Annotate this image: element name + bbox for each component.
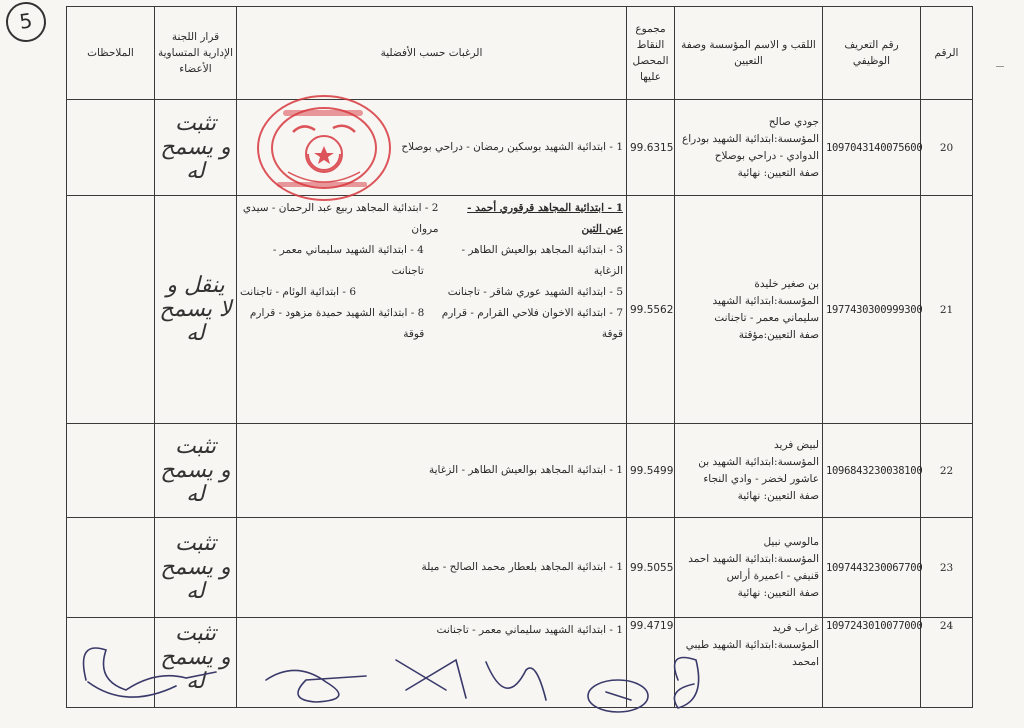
decision-cell: [155, 618, 237, 708]
wish-item: 7 - ابتدائية الاخوان فلاحي القرارم - قرارم قوقة: [441, 307, 623, 340]
rank-cell: 23: [921, 518, 973, 618]
rank-cell: 22: [921, 424, 973, 518]
employee-status: صفة التعيين: نهائية: [737, 489, 819, 502]
header-decision: قرار اللجنة الإدارية المتساوية الأعضاء: [155, 7, 237, 100]
wish-pair: [240, 303, 623, 345]
wishes-cell: [237, 518, 627, 618]
wish-item: 8 - ابتدائية الشهيد حميدة مزهود - قرارم قوقة: [249, 307, 425, 340]
employee-name: لبيض فريد: [774, 438, 819, 451]
handwritten-decision: تثبت و يسمح له: [160, 621, 231, 694]
header-id: رقم التعريف الوظيفي: [823, 7, 921, 100]
table-row: [67, 196, 973, 424]
wish-item: 1 - ابتدائية المجاهد قرقوري أحمد - عين التين: [467, 202, 623, 235]
notes-cell: [67, 518, 155, 618]
table-row: [67, 100, 973, 196]
table-row: [67, 424, 973, 518]
id-cell: 1097043140075600: [823, 100, 921, 196]
employee-name: بن صغير خليدة: [754, 277, 819, 290]
id-cell: 1977430300999300: [823, 196, 921, 424]
employee-cell: [675, 424, 823, 518]
employee-cell: [675, 618, 823, 708]
notes-cell: [67, 424, 155, 518]
header-rank: الرقم: [921, 7, 973, 100]
employee-institution: المؤسسة:ابتدائية الشهيد طيبي امحمد: [685, 639, 819, 668]
wish-item: 1 - ابتدائية المجاهد بلعطار محمد الصالح - ميلة: [421, 561, 623, 573]
score-cell: 99.6315: [627, 100, 675, 196]
wish-item: 2 - ابتدائية المجاهد ربيع عبد الرحمان - سيدي مروان: [242, 202, 439, 235]
wishes-cell: [237, 196, 627, 424]
personnel-table: [66, 6, 973, 708]
id-cell: 1096843230038100: [823, 424, 921, 518]
wish-pair: [240, 198, 623, 240]
score-cell: 99.5562: [627, 196, 675, 424]
employee-name: غراب فريد: [772, 622, 819, 634]
decision-cell: [155, 196, 237, 424]
employee-institution: المؤسسة:ابتدائية الشهيد سليماني معمر - تاجنانت: [712, 294, 819, 324]
decision-cell: [155, 424, 237, 518]
rank-cell: 20: [921, 100, 973, 196]
header-notes: الملاحظات: [67, 7, 155, 100]
employee-status: صفة التعيين: نهائية: [737, 586, 819, 599]
employee-cell: [675, 100, 823, 196]
header-wishes: الرغبات حسب الأفضلية: [237, 7, 627, 100]
employee-cell: [675, 518, 823, 618]
header-score: مجموع النقاط المحصل عليها: [627, 7, 675, 100]
page-number: 5: [3, 0, 48, 45]
employee-name: جودي صالح: [768, 115, 819, 128]
wish-pair: [240, 282, 623, 303]
wishes-cell: [237, 100, 627, 196]
decision-cell: [155, 100, 237, 196]
employee-institution: المؤسسة:ابتدائية الشهيد احمد قنيفي - اعميرة أراس: [688, 552, 819, 582]
header-name: اللقب و الاسم المؤسسة وصفة التعيين: [675, 7, 823, 100]
wish-item: 4 - ابتدائية الشهيد سليماني معمر - تاجنانت: [272, 244, 424, 277]
rank-cell: 24: [921, 618, 973, 708]
score-cell: 99.5499: [627, 424, 675, 518]
notes-cell: [67, 100, 155, 196]
notes-cell: [67, 196, 155, 424]
table-row: [67, 618, 973, 708]
wish-item: 6 - ابتدائية الوئام - تاجنانت: [240, 286, 357, 298]
score-cell: 99.5055: [627, 518, 675, 618]
wish-item: 3 - ابتدائية المجاهد بوالعيش الطاهر - الزغاية: [461, 244, 623, 277]
id-cell: 1097243010077000: [823, 618, 921, 708]
header-row: [67, 7, 973, 100]
handwritten-decision: تثبت و يسمح له: [160, 433, 231, 507]
employee-status: صفة التعيين:مؤقتة: [738, 328, 819, 341]
wish-item: 1 - ابتدائية الشهيد بوسكين رمضان - دراحي بوصلاح: [401, 141, 623, 153]
employee-institution: المؤسسة:ابتدائية الشهيد بودراع الدوادي - دراحي بوصلاح: [681, 132, 819, 162]
score-cell: 99.4719: [627, 618, 675, 708]
wish-pair: [240, 240, 623, 282]
employee-name: مالوسي نبيل: [763, 535, 819, 548]
handwritten-decision: ينقل و لا يسمح له: [159, 272, 232, 346]
decision-cell: [155, 518, 237, 618]
notes-cell: [67, 618, 155, 708]
wish-item: 1 - ابتدائية الشهيد سليماني معمر - تاجنانت: [436, 624, 623, 636]
wishes-cell: [237, 424, 627, 518]
employee-cell: [675, 196, 823, 424]
wish-item: 5 - ابتدائية الشهيد عوري شاقر - تاجنانت: [447, 286, 623, 298]
id-cell: 1097443230067700: [823, 518, 921, 618]
wish-item: 1 - ابتدائية المجاهد بوالعيش الطاهر - الزغاية: [428, 464, 623, 476]
rank-cell: 21: [921, 196, 973, 424]
handwritten-decision: تثبت و يسمح له: [160, 110, 231, 184]
wishes-cell: [237, 618, 627, 708]
margin-mark: [996, 66, 1004, 67]
table-row: [67, 518, 973, 618]
employee-institution: المؤسسة:ابتدائية الشهيد بن عاشور لخضر - وادي النجاء: [698, 455, 819, 485]
employee-status: صفة التعيين: نهائية: [737, 166, 819, 179]
handwritten-decision: تثبت و يسمح له: [160, 530, 231, 604]
